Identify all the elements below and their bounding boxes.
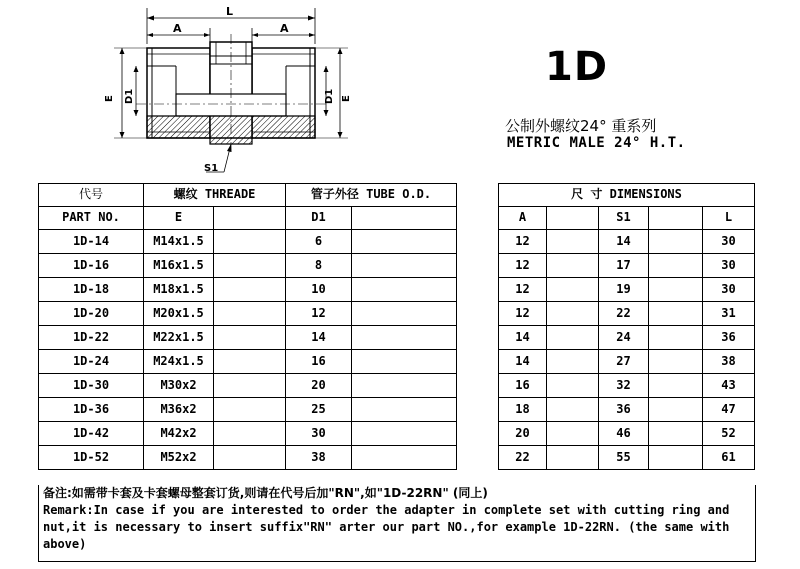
dim-l-label: L <box>226 5 234 18</box>
fitting-drawing <box>100 4 370 176</box>
thread-cell: M20x1.5 <box>144 302 214 326</box>
table-row <box>39 254 755 278</box>
dim-e-right-label: E <box>341 95 352 102</box>
dim-d1-right-label: D1 <box>324 88 335 104</box>
header-dim-a: A <box>499 207 547 230</box>
remark-note <box>38 485 756 562</box>
part-no-cell: 1D-16 <box>39 254 144 278</box>
dim-s1-cell: 14 <box>599 230 649 254</box>
dim-s1-cell: 22 <box>599 302 649 326</box>
tube-od-cell: 10 <box>286 278 352 302</box>
thread-cell: M24x1.5 <box>144 350 214 374</box>
table-row <box>39 278 755 302</box>
tube-od-cell: 6 <box>286 230 352 254</box>
header-tube: 管子外径 TUBE O.D. <box>286 184 457 207</box>
dim-a-left-label: A <box>173 22 182 35</box>
subtitle-chinese: 公制外螺纹24° 重系列 <box>505 117 657 135</box>
header-dim-s1: S1 <box>599 207 649 230</box>
dim-l-cell: 30 <box>703 254 755 278</box>
header-thread-e: E <box>144 207 214 230</box>
dim-l-cell: 30 <box>703 230 755 254</box>
dim-s1-cell: 36 <box>599 398 649 422</box>
dim-a-cell: 14 <box>499 326 547 350</box>
header-row-1 <box>39 184 755 207</box>
table-row <box>39 398 755 422</box>
dim-l-cell: 47 <box>703 398 755 422</box>
table-row <box>39 422 755 446</box>
dim-a-cell: 12 <box>499 278 547 302</box>
remark-chinese: 备注:如需带卡套及卡套螺母整套订货,则请在代号后加"RN",如"1D-22RN" (同上) <box>43 486 488 500</box>
remark-english-2: nut,it is necessary to insert suffix"RN" arter our part NO.,for example 1D-22RN. (the same with <box>43 520 730 534</box>
model-code-title: 1D <box>545 44 609 90</box>
thread-cell: M18x1.5 <box>144 278 214 302</box>
dim-s1-cell: 32 <box>599 374 649 398</box>
dim-a-cell: 12 <box>499 302 547 326</box>
dim-l-cell: 30 <box>703 278 755 302</box>
header-thread: 螺纹 THREADE <box>144 184 286 207</box>
tube-od-cell: 20 <box>286 374 352 398</box>
thread-cell: M52x2 <box>144 446 214 470</box>
dim-s1-cell: 55 <box>599 446 649 470</box>
part-no-cell: 1D-22 <box>39 326 144 350</box>
part-no-cell: 1D-52 <box>39 446 144 470</box>
dim-a-cell: 14 <box>499 350 547 374</box>
thread-cell: M16x1.5 <box>144 254 214 278</box>
header-dimensions: 尺 寸 DIMENSIONS <box>499 184 755 207</box>
tube-od-cell: 25 <box>286 398 352 422</box>
dim-l-cell: 36 <box>703 326 755 350</box>
thread-cell: M22x1.5 <box>144 326 214 350</box>
dim-d1-left-label: D1 <box>124 88 135 104</box>
thread-cell: M42x2 <box>144 422 214 446</box>
tube-od-cell: 12 <box>286 302 352 326</box>
thread-cell: M14x1.5 <box>144 230 214 254</box>
tube-od-cell: 16 <box>286 350 352 374</box>
dim-a-cell: 22 <box>499 446 547 470</box>
table-row <box>39 230 755 254</box>
dim-l-cell: 61 <box>703 446 755 470</box>
tube-od-cell: 14 <box>286 326 352 350</box>
part-no-cell: 1D-20 <box>39 302 144 326</box>
dimensions-table <box>38 183 755 470</box>
dim-s1-cell: 24 <box>599 326 649 350</box>
part-no-cell: 1D-36 <box>39 398 144 422</box>
header-row-2 <box>39 207 755 230</box>
part-no-cell: 1D-30 <box>39 374 144 398</box>
dim-l-cell: 43 <box>703 374 755 398</box>
dim-e-left-label: E <box>104 95 115 102</box>
remark-english-3: above) <box>43 537 87 551</box>
thread-cell: M36x2 <box>144 398 214 422</box>
tube-od-cell: 30 <box>286 422 352 446</box>
part-no-cell: 1D-14 <box>39 230 144 254</box>
dim-s1-cell: 17 <box>599 254 649 278</box>
table-row <box>39 350 755 374</box>
dim-a-cell: 12 <box>499 254 547 278</box>
dim-l-cell: 31 <box>703 302 755 326</box>
dim-a-cell: 18 <box>499 398 547 422</box>
dim-a-right-label: A <box>280 22 289 35</box>
dim-a-cell: 20 <box>499 422 547 446</box>
dim-l-cell: 38 <box>703 350 755 374</box>
tube-od-cell: 8 <box>286 254 352 278</box>
part-no-cell: 1D-18 <box>39 278 144 302</box>
remark-english-1: Remark:In case if you are interested to order the adapter in complete set with cutting ring and <box>43 503 730 517</box>
dim-l-cell: 52 <box>703 422 755 446</box>
dim-s1-cell: 46 <box>599 422 649 446</box>
part-no-cell: 1D-24 <box>39 350 144 374</box>
part-no-cell: 1D-42 <box>39 422 144 446</box>
header-tube-d1: D1 <box>286 207 352 230</box>
subtitle-english: METRIC MALE 24° H.T. <box>507 135 686 151</box>
header-part-cn: 代号 <box>39 184 144 207</box>
dim-s1-label: S1 <box>204 163 219 174</box>
header-dim-l: L <box>703 207 755 230</box>
dim-s1-cell: 19 <box>599 278 649 302</box>
header-part-en: PART NO. <box>39 207 144 230</box>
table-row <box>39 326 755 350</box>
tube-od-cell: 38 <box>286 446 352 470</box>
table-row <box>39 302 755 326</box>
table-row <box>39 374 755 398</box>
table-row <box>39 446 755 470</box>
dim-a-cell: 16 <box>499 374 547 398</box>
thread-cell: M30x2 <box>144 374 214 398</box>
dim-a-cell: 12 <box>499 230 547 254</box>
dim-s1-cell: 27 <box>599 350 649 374</box>
